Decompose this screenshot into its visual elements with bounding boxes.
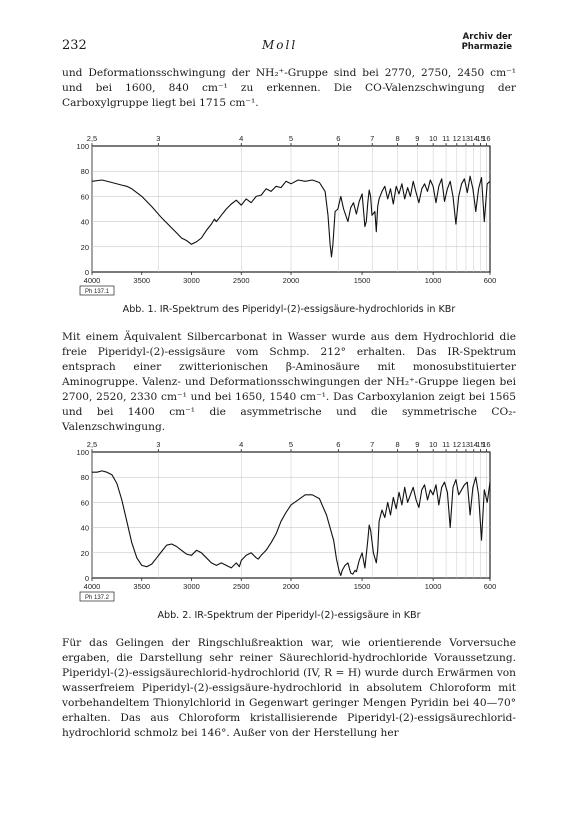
fig1-top-tick-label: 5 [288, 134, 294, 143]
fig1-x-tick-label: 3500 [133, 276, 151, 285]
fig2-top-tick-label: 13 [461, 440, 471, 449]
fig1-x-tick-label: 2500 [232, 276, 250, 285]
fig1-x-tick-label: 3000 [183, 276, 200, 285]
fig1-x-tick-label: 2000 [282, 276, 300, 285]
fig2-top-tick-label: 14 [469, 440, 478, 449]
fig2-y-tick-label: 60 [80, 498, 89, 508]
fig1-x-tick-label: 1000 [424, 276, 442, 285]
fig1-top-tick-label: 12 [452, 134, 462, 143]
fig2-y-tick-label: 20 [80, 548, 89, 558]
fig2-top-tick-label: 5 [288, 440, 294, 449]
figure-1-caption: Abb. 1. IR-Spektrum des Piperidyl-(2)-essigsäure-hydrochlorids in KBr [122, 304, 456, 315]
fig2-x-tick-label: 1000 [424, 582, 442, 591]
journal-line-2: Pharmazie [461, 42, 512, 52]
page-header [62, 30, 512, 54]
fig2-x-tick-label: 3500 [133, 582, 151, 591]
figure-2-caption: Abb. 2. IR-Spektrum der Piperidyl-(2)-essigsäure in KBr [157, 610, 421, 621]
paragraph-3-text: Für das Gelingen der Ringschlußreaktion war, wie orientierende Vorversuche ergaben, die Darstellung sehr reiner Säurechlorid-hydrochloride Voraussetzung. Piperidyl-(2)-essigsäurechlorid-hydrochlorid (IV, R = H) wurde durch Erwärmen von wasserfreiem Piperidyl-(2)-essigsäure-hydrochlorid in absolutem Chloroform mit vorbehandeltem Thionylchlorid in Gegenwart geringer Mengen Pyridin bei 40—70° erhalten. Das aus Chloroform kristallisierende Piperidyl-(2)-essigsäurechlorid-hydrochlorid schmolz bei 146°. Außer von der Herstellung her [62, 637, 516, 739]
fig2-top-tick-label: 11 [442, 440, 450, 449]
running-author: Moll [262, 38, 298, 52]
fig2-top-tick-label: 16 [482, 440, 491, 449]
journal-line-1: Archiv der [462, 32, 512, 42]
fig2-x-tick-label: 4000 [83, 582, 101, 591]
fig2-x-tick-label: 600 [483, 582, 497, 591]
ir-spectrum-figure-1 [62, 128, 516, 298]
fig1-top-tick-label: 4 [239, 134, 244, 143]
fig2-y-tick-label: 0 [84, 574, 89, 583]
fig1-y-tick-label: 0 [84, 268, 89, 277]
fig2-y-tick-label: 80 [80, 473, 89, 483]
fig2-y-tick-label: 40 [80, 523, 89, 533]
fig1-id-label: Ph 137.1 [84, 289, 110, 295]
paragraph-1 [62, 66, 516, 111]
fig2-top-tick-label: 4 [239, 440, 244, 449]
fig1-top-tick-label: 13 [461, 134, 471, 143]
fig1-x-tick-label: 4000 [83, 276, 101, 285]
fig1-y-tick-label: 100 [76, 142, 89, 151]
fig2-top-tick-label: 15 [476, 440, 485, 449]
fig2-x-tick-label: 2500 [232, 582, 250, 591]
paragraph-2 [62, 330, 516, 435]
fig1-top-tick-label: 7 [370, 134, 375, 143]
fig1-y-tick-label: 60 [80, 192, 89, 202]
fig1-top-tick-label: 15 [476, 134, 485, 143]
fig2-x-tick-label: 2000 [282, 582, 300, 591]
fig2-top-tick-label: 12 [452, 440, 462, 449]
fig1-x-tick-label: 1500 [353, 276, 371, 285]
fig2-top-tick-label: 8 [395, 440, 400, 449]
fig2-top-tick-label: 2,5 [86, 440, 98, 449]
fig1-top-tick-label: 8 [395, 134, 400, 143]
paragraph-1-text: und Deformationsschwingung der NH₂⁺-Gruppe sind bei 2770, 2750, 2450 cm⁻¹ und bei 1600, 840 cm⁻¹ zu erkennen. Die CO-Valenzschwingung der Carboxylgruppe liegt bei 1715 cm⁻¹. [62, 67, 516, 109]
paragraph-3 [62, 636, 516, 741]
fig1-top-tick-label: 11 [442, 134, 450, 143]
fig1-top-tick-label: 3 [156, 134, 161, 143]
fig2-x-tick-label: 1500 [353, 582, 371, 591]
journal-name [462, 32, 512, 52]
fig1-top-tick-label: 9 [415, 134, 420, 143]
paragraph-2-text: Mit einem Äquivalent Silbercarbonat in Wasser wurde aus dem Hydrochlorid die freie Piperidyl-(2)-essigsäure vom Schmp. 212° erhalten. Das IR-Spektrum entsprach einer zwitterionischen β-Aminosäure mit monosubstituierter Aminogruppe. Valenz- und Deformationsschwingungen der NH₂⁺-Gruppe liegen bei 2700, 2520, 2330 cm⁻¹ und bei 1650, 1540 cm⁻¹. Das Carboxylanion zeigt bei 1565 und bei 1400 cm⁻¹ die asymmetrische und die symmetrische CO₂-Valenzschwingung. [62, 331, 516, 433]
fig1-y-tick-label: 40 [80, 217, 89, 227]
fig1-top-tick-label: 2,5 [86, 134, 98, 143]
fig1-x-tick-label: 600 [483, 276, 497, 285]
fig1-top-tick-label: 16 [482, 134, 491, 143]
fig2-top-tick-label: 10 [428, 440, 438, 449]
fig2-top-tick-label: 9 [415, 440, 420, 449]
fig2-id-label: Ph 137.2 [84, 595, 110, 601]
page-number: 232 [62, 38, 87, 53]
fig2-top-tick-label: 7 [370, 440, 375, 449]
fig2-y-tick-label: 100 [76, 448, 89, 457]
fig1-top-tick-label: 14 [469, 134, 478, 143]
ir-spectrum-figure-2 [62, 434, 516, 604]
fig2-x-tick-label: 3000 [183, 582, 200, 591]
fig2-top-tick-label: 3 [156, 440, 161, 449]
fig1-y-tick-label: 20 [80, 242, 89, 252]
fig1-top-tick-label: 10 [428, 134, 438, 143]
fig1-top-tick-label: 6 [336, 134, 341, 143]
fig1-y-tick-label: 80 [80, 167, 89, 177]
fig2-top-tick-label: 6 [336, 440, 341, 449]
